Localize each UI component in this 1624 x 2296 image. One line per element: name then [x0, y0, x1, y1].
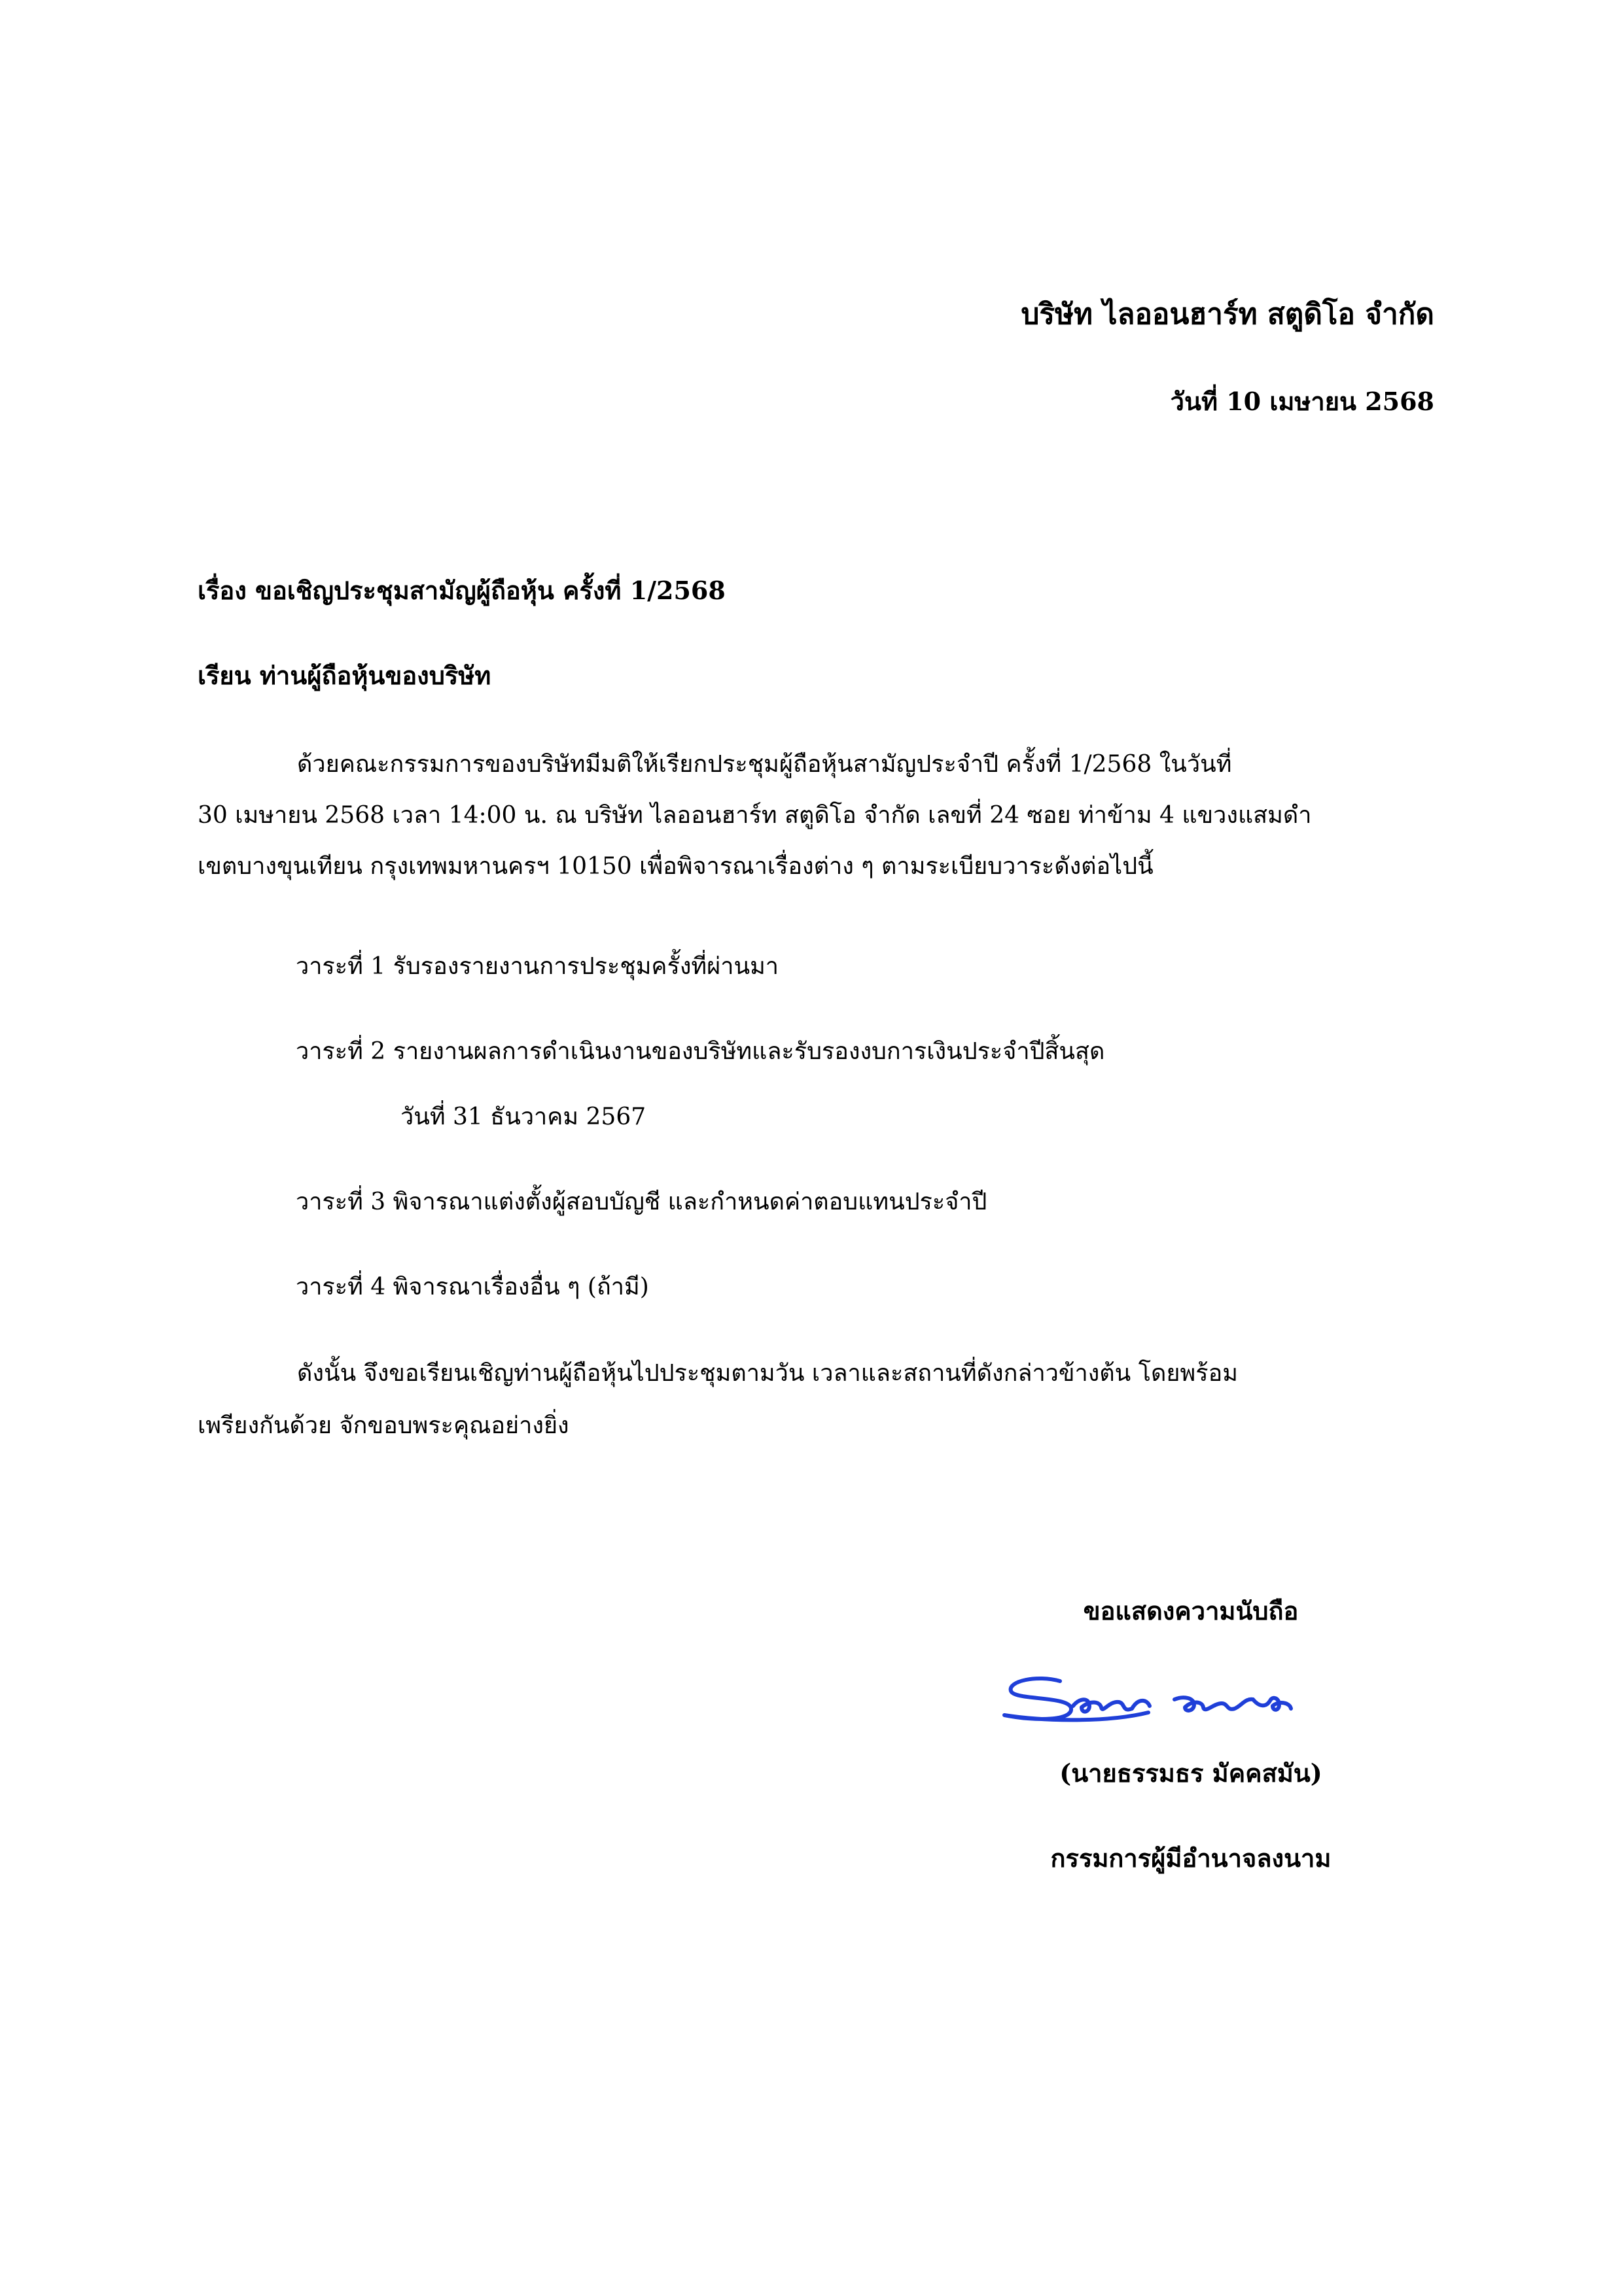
letter-subject: เรื่อง ขอเชิญประชุมสามัญผู้ถือหุ้น ครั้งที่ 1/2568	[198, 576, 726, 605]
body-paragraph-2-line: เพรียงกันด้วย จักขอบพระคุณอย่างยิ่ง	[198, 1412, 569, 1439]
body-paragraph-1-line: เขตบางขุนเทียน กรุงเทพมหานครฯ 10150 เพื่อพิจารณาเรื่องต่าง ๆ ตามระเบียบวาระดังต่อไปนี้	[198, 853, 1154, 880]
agenda-item-1: วาระที่ 1 รับรองรายงานการประชุมครั้งที่ผ่านมา	[296, 953, 779, 980]
letter-recipient: เรียน ท่านผู้ถือหุ้นของบริษัท	[198, 661, 491, 690]
body-paragraph-1-line: 30 เมษายน 2568 เวลา 14:00 น. ณ บริษัท ไลออนฮาร์ท สตูดิโอ จำกัด เลขที่ 24 ซอย ท่าข้าม 4 แขวงแสมดำ	[198, 802, 1312, 829]
signer-title: กรรมการผู้มีอำนาจลงนาม	[1050, 1843, 1332, 1873]
letter-date: วันที่ 10 เมษายน 2568	[1170, 387, 1434, 416]
closing-salutation: ขอแสดงความนับถือ	[1083, 1596, 1299, 1626]
handwritten-signature	[998, 1661, 1364, 1733]
agenda-item-2: วาระที่ 2 รายงานผลการดำเนินงานของบริษัทและรับรองงบการเงินประจำปีสิ้นสุด	[296, 1038, 1105, 1065]
body-paragraph-2-line: ดังนั้น จึงขอเรียนเชิญท่านผู้ถือหุ้นไปประชุมตามวัน เวลาและสถานที่ดังกล่าวข้างต้น โดยพร้อม	[297, 1360, 1238, 1387]
body-paragraph-1-line: ด้วยคณะกรรมการของบริษัทมีมติให้เรียกประชุมผู้ถือหุ้นสามัญประจำปี ครั้งที่ 1/2568 ในวันที่	[297, 751, 1232, 778]
body-paragraph-2	[198, 1348, 1434, 1452]
company-name: บริษัท ไลออนฮาร์ท สตูดิโอ จำกัด	[1021, 298, 1434, 331]
body-paragraph-1	[198, 739, 1434, 892]
agenda-item-2-continuation: วันที่ 31 ธันวาคม 2567	[400, 1104, 646, 1130]
signer-name: (นายธรรมธร มัคคสมัน)	[1059, 1758, 1322, 1788]
agenda-item-3: วาระที่ 3 พิจารณาแต่งตั้งผู้สอบบัญชี และกำหนดค่าตอบแทนประจำปี	[296, 1189, 987, 1215]
agenda-item-4: วาระที่ 4 พิจารณาเรื่องอื่น ๆ (ถ้ามี)	[296, 1274, 649, 1300]
